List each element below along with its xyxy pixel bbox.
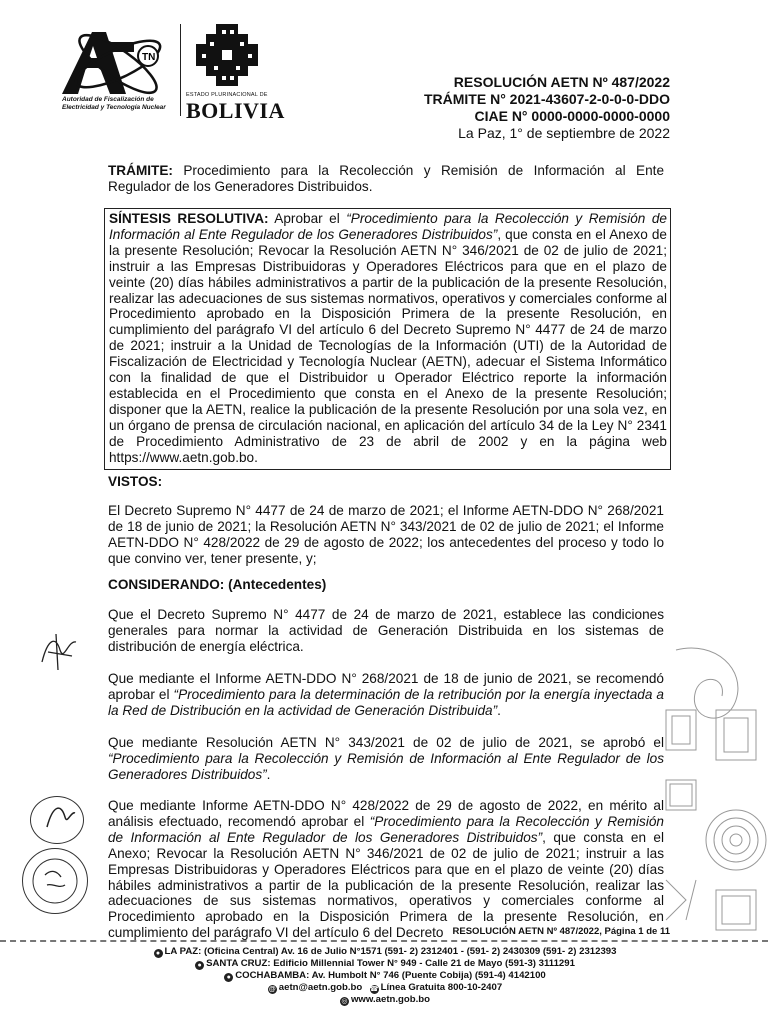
sintesis-label: SÍNTESIS RESOLUTIVA: bbox=[109, 211, 269, 226]
p4-text: Que mediante Informe AETN-DDO N° 428/2022 de 29 de agosto de 2022, en mérito al análisis efectuado, recomendó aprobar el bbox=[108, 798, 664, 829]
location-icon: ● bbox=[195, 961, 204, 970]
p4-procedure-title: “Procedimiento para la Recolección y Remisión de Información al Ente Regulador de los Generadores Distribuidos” bbox=[108, 813, 664, 845]
la-paz-text: LA PAZ: (Oficina Central) Av. 16 de Julio N°1571 (591- 2) 2312401 - (591- 2) 2430309 (591- 2) 2312393 bbox=[164, 946, 617, 957]
vistos-heading: VISTOS: bbox=[108, 474, 163, 489]
resolution-number: RESOLUCIÓN AETN Nº 487/2022 bbox=[453, 74, 670, 90]
considerando-paragraph-3 bbox=[108, 735, 664, 783]
footer-divider bbox=[0, 940, 768, 942]
considerando-heading: CONSIDERANDO: (Antecedentes) bbox=[108, 577, 327, 592]
resolution-header bbox=[424, 74, 670, 142]
sintesis-resolutiva-box bbox=[104, 208, 671, 470]
santa-cruz-text: SANTA CRUZ: Edificio Millennial Tower N° 949 - Calle 21 de Mayo (591-3) 3111291 bbox=[206, 958, 575, 969]
aetn-atom-icon bbox=[56, 28, 178, 98]
tramite-number: TRÁMITE N° 2021-43607-2-0-0-0-DDO bbox=[423, 91, 670, 107]
contact-cochabamba bbox=[0, 970, 768, 982]
tramite-section bbox=[108, 163, 664, 195]
page-reference: RESOLUCIÓN AETN Nº 487/2022, Página 1 de 11 bbox=[452, 926, 670, 937]
aetn-logo bbox=[56, 28, 178, 118]
direction-seal-icon bbox=[30, 796, 84, 844]
bolivia-label: BOLIVIA bbox=[186, 98, 285, 123]
p3-text: Que mediante Resolución AETN N° 343/2021 de 02 de julio de 2021, se aprobó el bbox=[108, 735, 664, 750]
p2-procedure-title: “Procedimiento para la determinación de la retribución por la energía inyectada a la Red de Distribución en la actividad de Generación Distribuida” bbox=[108, 686, 664, 718]
svg-text:TN: TN bbox=[142, 52, 156, 63]
aetn-caption-line-2: Electricidad y Tecnología Nuclear bbox=[62, 104, 166, 111]
vistos-text: El Decreto Supremo N° 4477 de 24 de marzo de 2021; el Informe AETN-DDO N° 268/2021 de 18 de junio de 2021; la Resolución AETN N° 343/2021 de 02 de julio de 2021; el Informe AETN-DDO N° 428/2022 de 29 de agosto de 2022; los antecedentes del proceso y todo lo que convino ver, tener presente, y; bbox=[108, 503, 664, 566]
chakana-emblem-icon bbox=[192, 20, 262, 90]
aetn-caption-line-1: Autoridad de Fiscalización de bbox=[62, 96, 154, 103]
cochabamba-text: COCHABAMBA: Av. Humbolt N° 746 (Puente Cobija) (591-4) 4142100 bbox=[235, 970, 546, 981]
location-icon: ● bbox=[154, 949, 163, 958]
considerando-paragraph-1: Que el Decreto Supremo N° 4477 de 24 de marzo de 2021, establece las condiciones generales para normar la actividad de Generación Distribuida en los sistemas de distribución de energía eléctrica. bbox=[108, 607, 664, 654]
p2-text: Que mediante el Informe AETN-DDO N° 268/2021 de 18 de junio de 2021, se recomendó aprobar el bbox=[108, 671, 664, 702]
sintesis-text-2: , que consta en el Anexo de la presente Resolución; Revocar la Resolución AETN N° 346/2021 de 02 de julio de 2021; instruir a las Empresas Distribuidoras y Operadores Eléctricos para que en el plazo de veinte (20) días hábiles administrativos a partir de la publicación de la presente Resolución, realizar las adecuaciones de sus sistemas normativos, operativos y comerciales conforme al Procedimiento aprobado en la Disposición Primera de la presente Resolución, en cumplimiento del parágrafo VI del artículo 6 del Decreto Supremo N° 4477 de 24 de marzo de 2021; instruir a la Unidad de Tecnologías de la Información (UTI) de la Autoridad de Fiscalización de Electricidad y Tecnología Nuclear (AETN), adecuar el Sistema Informático con la finalidad de que el Distribuidor u Operador Eléctrico reporte la información establecida en el Procedimiento que consta en el Anexo de la presente Resolución; disponer que la AETN, realice la publicación de la presente Resolución por una sola vez, en un órgano de prensa de circulación nacional, en aplicación del artículo 34 de la Ley N° 2341 de Procedimiento Administrativo de 23 de abril de 2002 y en la página web https://www.aetn.gob.bo. bbox=[109, 226, 667, 465]
p2-end: . bbox=[497, 702, 501, 718]
email-link[interactable]: aetn@aetn.gob.bo bbox=[278, 982, 363, 993]
contacts-footer bbox=[0, 946, 768, 1006]
phone-icon: ☎ bbox=[369, 986, 379, 993]
contact-santa-cruz bbox=[0, 958, 768, 970]
tramite-text: Procedimiento para la Recolección y Remisión de Información al Ente Regulador de los Generadores Distribuidos. bbox=[108, 163, 664, 194]
contact-la-paz bbox=[0, 946, 768, 958]
toll-free-text: Línea Gratuita 800-10-2407 bbox=[380, 982, 503, 993]
bolivia-logo bbox=[186, 20, 285, 123]
contact-email-line bbox=[0, 982, 768, 994]
logo-divider bbox=[180, 24, 181, 116]
website-link[interactable]: www.aetn.gob.bo bbox=[350, 994, 431, 1005]
email-icon: @ bbox=[268, 986, 276, 993]
ciae-number: CIAE N° 0000-0000-0000-0000 bbox=[474, 108, 670, 124]
aetn-caption bbox=[62, 96, 178, 112]
contact-web-line bbox=[0, 994, 768, 1006]
tramite-label: TRÁMITE: bbox=[108, 163, 173, 178]
considerando-paragraph-2 bbox=[108, 671, 664, 719]
estado-label: ESTADO PLURINACIONAL DE bbox=[186, 92, 268, 98]
p4-text-continued: , que consta en el Anexo; Revocar la Resolución AETN N° 346/2021 de 02 de julio de 2021; instruir a las Empresas Distribuidoras y Operadores Eléctricos para que en el plazo de veinte (20) días hábiles administrativos a partir de la publicación de la presente Resolución, realizar las adecuaciones de sus sistemas normativos, operativos y comerciales conforme al Procedimiento aprobado en la Disposición Primera de la presente Resolución, en cumplimiento del parágrafo VI del artículo 6 del Decreto bbox=[108, 829, 664, 941]
place-date: La Paz, 1° de septiembre de 2022 bbox=[458, 125, 670, 141]
considerando-paragraph-4 bbox=[108, 798, 664, 941]
decorative-watermark-icon bbox=[656, 640, 768, 940]
legal-seal-icon bbox=[22, 848, 88, 914]
p3-end: . bbox=[266, 766, 271, 782]
p3-procedure-title: “Procedimiento para la Recolección y Remisión de Información al Ente Regulador de los Generadores Distribuidos” bbox=[108, 750, 664, 782]
sintesis-text-1: Aprobar el bbox=[268, 211, 347, 226]
globe-icon: ◎ bbox=[341, 998, 348, 1005]
location-icon: ● bbox=[224, 973, 233, 982]
initials-signature-icon bbox=[38, 632, 80, 672]
sintesis-procedure-title: “Procedimiento para la Recolección y Remisión de Información al Ente Regulador de los Generadores Distribuidos” bbox=[109, 211, 667, 242]
